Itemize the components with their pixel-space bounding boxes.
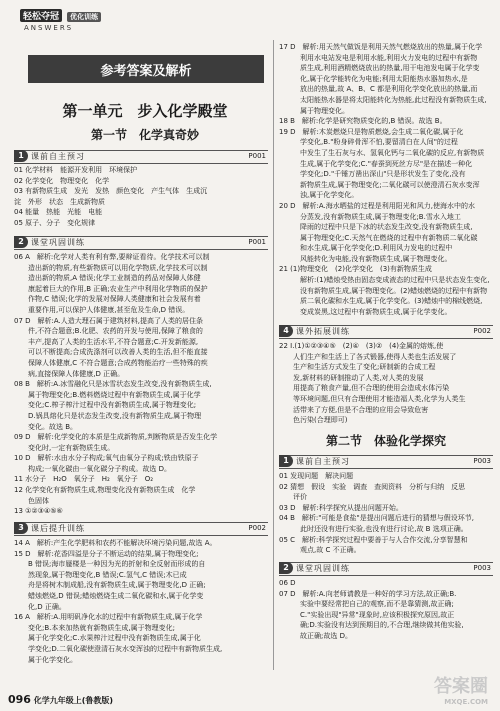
answer-line: 03 D 解析:科学探究从提出问题开始。 (279, 503, 403, 512)
answer-line: 21 (1)物理变化 (2)化学变化 (3)有新物质生成 (279, 265, 432, 274)
section-label: 课外拓展训练 (296, 327, 350, 336)
answer-line: 02 化学变化 物理变化 化学 (14, 176, 110, 185)
answer-line: 变化时,一定有新物质生成。 (14, 443, 115, 452)
answer-line: 没有新物质生成,属于物理变化。(2)蜡烛燃烧的过程中有新物 (279, 286, 488, 295)
answer-line: 质生成,利用酒精燃烧放出的热量,用干电池发电属于化学变 (279, 64, 480, 73)
answer-line: 人们生产和生活上了各式锻器,使得人类也生活发展了 (279, 352, 457, 361)
answer-line: 用提高了粮食产量,但不合理的使用会造成水体污染 (279, 384, 450, 393)
watermark-url: MXQE.COM (444, 698, 488, 706)
answer-line: 质二氧化碳和水生成,属于化学变化。(3)蜡烛中的棉线燃烧, (279, 297, 483, 306)
section-label: 课前自主预习 (296, 457, 350, 466)
section-label: 课前自主预习 (31, 152, 85, 161)
answer-line: 新物质生成,属于物理变化;二氧化碳可以使澄清石灰水变浑 (279, 180, 480, 189)
answer-line: 解析:(1)蜡烛受热由固态变成液态的过程中只是状态发生变化, (279, 276, 490, 285)
answer-line: 04 B 解析:"可能是食盐"是提出问题后进行的猜想与假设环节, (279, 514, 474, 523)
answers-block-3 (14, 538, 270, 665)
answer-line: 活带来了方便,但是不合理的应用会导致危害 (279, 405, 429, 414)
banner-title: 参考答案及解析 (100, 64, 192, 79)
answer-line: 13 ①②③④⑤⑥ (14, 507, 63, 516)
section-label: 课堂巩固训练 (296, 564, 350, 573)
answer-line: 属于物理变化;B.燃料燃烧过程中有新物质生成,属于化学 (14, 390, 201, 399)
answer-line: 康起着巨大的作用,B 正确;农业生产中利用化学物质的保护 (14, 284, 208, 293)
section-number: 3 (14, 522, 28, 534)
answer-line: 风能转化为电能,没有新物质生成,属于物理变化。 (279, 254, 452, 263)
answer-line: 01 发现问题 解决问题 (279, 472, 354, 480)
section-header-classwork (14, 236, 268, 250)
answer-line: 属于化学变化;C.水果榨汁过程中没有新物质生成,属于化 (14, 634, 201, 643)
answer-line: 10 D 解析:水由水分子构成;氧气由氧分子构成;铁由铁原子 (14, 454, 199, 463)
section-number: 2 (14, 236, 28, 248)
section-label: 课后提升训练 (31, 524, 85, 533)
answer-line: 01 化学材料 能源开发利用 环境保护 (14, 166, 138, 174)
answer-line: 重要作用,可以保护人体健康,甚至危及生命,D 错误。 (14, 305, 190, 314)
answer-line: 和水生成,属于化学变化;D.利用风力发电的过程中 (279, 244, 453, 253)
answers-block-7 (279, 578, 495, 642)
logo-main: 轻松夺冠 (20, 9, 62, 22)
answer-line: 06 D (279, 579, 296, 587)
answer-line: 18 B 解析:化学是研究物质变化的,B 错误。故选 B。 (279, 117, 447, 126)
logo-sub: 优化训练 (67, 12, 101, 22)
answer-line: 14 A 解析:产生化学肥料和农药不能解决环境污染问题,故选 A。 (14, 539, 217, 547)
section-number: 1 (14, 150, 28, 162)
answer-line: 放出的热量,故 A、B、C 都是利用化学变化放出的热量,而 (279, 85, 478, 94)
answer-line: 11 水分子 H₂O 氧分子 H₂ 氧分子 O₂ (14, 475, 154, 484)
answer-line: 02 猜想 假设 实验 调查 查阅资料 分析与归纳 反思 (279, 482, 466, 491)
answer-line: 丰产,提高了人类的生活水平,不符合题意;C.开发新能源, (14, 337, 199, 346)
brand-logo (20, 9, 101, 22)
section-2-title: 第二节 体验化学探究 (325, 434, 446, 448)
answers-block-4 (279, 42, 495, 317)
answer-line: 生成,属于化学变化;C."春蚕到死丝方尽"是在描述一种化 (279, 159, 473, 168)
section-header-prestudy-2 (279, 455, 493, 469)
answer-line: 太阳能热水器是将太阳能转化为热能,此过程没有新物质生成, (279, 95, 487, 104)
answer-line: 变化。故选 B。 (14, 422, 78, 431)
answer-line: 故正确;故选 D。 (279, 631, 352, 640)
answer-line: 08 B 解析:A.冰雪融化只是冰雪状态发生改变,没有新物质生成, (14, 380, 212, 389)
section-number: 4 (279, 325, 293, 337)
book-title: 化学九年级上(鲁教版) (33, 696, 114, 705)
section-page: P003 (473, 457, 491, 465)
title-banner (28, 55, 264, 83)
answer-line: 属于化学变化。 (14, 655, 77, 664)
answer-line: 实验中要经常把自己的观察,而不是靠猜测,故正确; (279, 600, 454, 609)
answer-line: 色污染(合理即可) (279, 416, 348, 425)
answer-line: 学变化;D.二氧化碳使澄清石灰水变浑浊的过程中有新物质生成, (14, 644, 223, 653)
column-divider (273, 40, 274, 670)
page-number: 096 (8, 693, 31, 706)
answers-label: ANSWERS (24, 24, 74, 32)
answers-block-2 (14, 252, 270, 517)
answer-line: 病,直接保障人体健康,D 正确。 (14, 369, 125, 378)
answer-line: 学变化;D."千锤万凿出深山"只是形状发生了变化,没有 (279, 170, 466, 179)
section-page: P003 (473, 564, 491, 572)
answer-line: 17 D 解析:用天然气做饭是利用天然气燃烧放出的热量,属于化学 (279, 43, 483, 51)
page-footer (8, 693, 113, 706)
section-page: P001 (248, 238, 266, 246)
answer-line: 19 D 解析:木炭燃烧只是物质燃烧,会生成二氧化碳,属于化 (279, 127, 464, 136)
answer-line: 构成;一氧化碳由一氧化碳分子构成。故选 D。 (14, 464, 171, 473)
unit-title: 第一单元 步入化学殿堂 (62, 102, 228, 120)
answer-line: 04 能量 热能 光能 电能 (14, 208, 103, 217)
answer-line: 造出新的物质,A 错误;化学工业制造的药品对保障人体健 (14, 274, 201, 283)
section-page: P002 (248, 524, 266, 532)
answer-line: 浊,属于化学变化。 (279, 191, 359, 200)
section-page: P001 (248, 152, 266, 160)
answer-line: 属于物理变化;C.天然气在燃烧的过程中有新物质二氧化碳 (279, 233, 478, 242)
answer-line: 09 D 解析:化学变化的本质是生成新物质,判断物质是否发生化学 (14, 433, 218, 442)
answer-line: 观点,故 C 不正确。 (279, 546, 361, 555)
section-number: 1 (279, 455, 293, 467)
answer-line: 03 有新物质生成 发光 发热 颜色变化 产生气体 生成沉 (14, 187, 208, 196)
answer-line: 然现象,属于物理变化,B 错误;C.氢气,C 错误;木已成 (14, 570, 187, 579)
answer-line: 中发生了生石灰与水、氢氧化钙与二氧化碳的反应,有新物质 (279, 148, 485, 157)
answer-line: 蜡烛燃烧,D 错误;蜡烛燃烧生成二氧化碳和水,属于化学变 (14, 591, 204, 600)
answer-line: 变成炭黑,这过程中有新物质生成,属于化学变化。 (279, 307, 452, 316)
answer-line: 化,属于化学能转化为电能;利用太阳能热水器加热水,是 (279, 74, 468, 83)
answer-line: 12 化学变化有新物质生成,物理变化没有新物质生成 化学 (14, 486, 196, 495)
answer-line: 生产和生活方式发生了变化;研制新的合成工程 (279, 363, 436, 372)
answer-line: D.锅具熔化只是状态发生改变,没有新物质生成,属于物理 (14, 411, 202, 420)
answer-line: 保障人体健康,C 不符合题意;合成药物能治疗一些特殊的疾 (14, 358, 208, 367)
answer-line: 15 D 解析:花香四溢是分子不断运动的结果,属于物理变化; (14, 549, 199, 558)
watermark-logo (434, 672, 488, 706)
answers-block-5 (279, 341, 495, 426)
answer-line: 22 Ⅰ.(1)①②③④⑤ (2)④ (3)② (4)金属的熔炼,使 (279, 342, 444, 350)
answer-line: 16 A 解析:A.用明矾净化水的过程中有新物质生成,属于化学 (14, 613, 203, 622)
answer-line: 造出新的物质,有些新物质可以用化学物质,化学技术可以制 (14, 263, 208, 272)
answer-line: 可以不断提高;合成洗涤剂可以改善人类的生活,但不能直接 (14, 348, 208, 357)
answer-line: 淀 外形 状态 生成新物质 (14, 197, 105, 206)
page-header (8, 4, 270, 56)
answer-line: 降雨的过程中只是下冰的状态发生改变,没有新物质生成, (279, 223, 473, 232)
answer-line: 属于物理变化。 (279, 106, 349, 115)
answers-block-6 (279, 471, 495, 556)
answer-line: 20 D 解析:A.海水晒盐的过程是利用阳光和风力,使海水中的水 (279, 201, 475, 210)
answer-line: 化,D 正确。 (14, 602, 66, 611)
answer-line: 07 D 解析:A.人造大理石属于建筑材料,提高了人类的居住条 (14, 316, 203, 325)
answer-line: 分蒸发,没有新物质生成,属于物理变化;B.雪水入地工 (279, 212, 461, 221)
answer-line: 变化;B.本来加热就有新物质生成,属于物理变化; (14, 623, 175, 632)
answer-line: 发,新材料的研制推动了人类,对人类的发展 (279, 373, 424, 382)
answer-line: 等环境问题,但只有合理使用才能造福人类,化学为人类生 (279, 394, 466, 403)
answer-line: 学变化,B."粉身碎骨浑不怕,要留清白在人间"的过程 (279, 138, 458, 147)
answer-line: 作物,C 错误;化学的发展对保障人类健康和社会发展有着 (14, 295, 201, 304)
section-header-extension (279, 325, 493, 339)
watermark-text: 答案圈 (434, 676, 488, 697)
section-1-title: 第一节 化学真奇妙 (90, 128, 199, 142)
answer-line: 评价 (279, 493, 307, 502)
answer-line: 此时还没有进行实验,也没有进行讨论,故 B 选项正确。 (279, 524, 468, 533)
answer-line: 变化;C.榨子榨汁过程中没有新物质生成,属于物理变化; (14, 401, 197, 410)
section-header-classwork-2 (279, 562, 493, 576)
answers-block-1 (14, 165, 270, 229)
answer-line: 舟是将树木制成船,没有新物质生成,属于物理变化,D 正确; (14, 581, 206, 590)
answer-line: 确;D.实验没有达到预期目的,不合理,继续做其他实验, (279, 621, 464, 630)
answer-line: 利用水电站发电是利用水能,利用火力发电的过程中有新物 (279, 53, 478, 62)
section-header-afterclass (14, 522, 268, 536)
section-label: 课堂巩固训练 (31, 238, 85, 247)
answer-line: 05 原子、分子 变化规律 (14, 218, 96, 227)
section-page: P002 (473, 327, 491, 335)
answer-line: 件,不符合题意;B.化肥、农药的开发与使用,保障了粮食的 (14, 327, 203, 336)
answer-line: B 错误;海市蜃楼是一种因为光的折射和全反射而形成的自 (14, 560, 206, 569)
section-header-prestudy (14, 150, 268, 164)
section-number: 2 (279, 562, 293, 574)
answer-line: 05 C 解析:科学探究过程中要善于与人合作交流,分享智慧和 (279, 535, 468, 544)
answer-line: C."实验出现"异常"现象时,应该积极探究原因,故正 (279, 610, 455, 619)
answer-line: 色固体 (14, 496, 49, 505)
answer-line: 06 A 解析:化学对人类有利有弊,要辩证看待。化学技术可以制 (14, 253, 210, 261)
answer-line: 07 D 解析:A.向老师请教是一种好的学习方法,故正确;B. (279, 589, 457, 598)
